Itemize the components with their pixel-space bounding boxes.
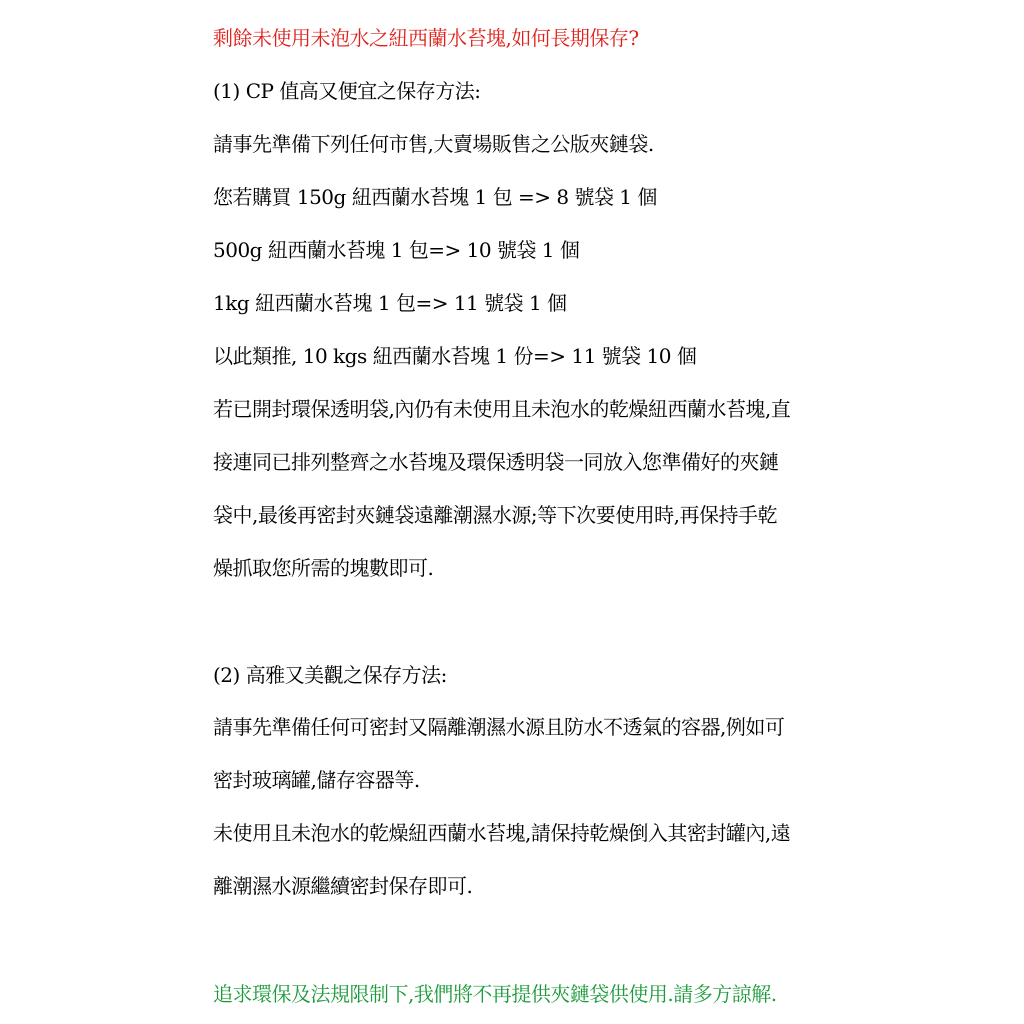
method1-line-6: 若已開封環保透明袋,內仍有未使用且未泡水的乾燥紐西蘭水苔塊,直 — [213, 397, 791, 421]
method1-heading: (1) CP 值高又便宜之保存方法: — [213, 79, 481, 103]
method1-line-4: 1kg 紐西蘭水苔塊 1 包=> 11 號袋 1 個 — [213, 291, 567, 315]
method1-line-3: 500g 紐西蘭水苔塊 1 包=> 10 號袋 1 個 — [213, 238, 580, 262]
method2-line-2: 密封玻璃罐,儲存容器等. — [213, 768, 420, 792]
method1-line-5: 以此類推, 10 kgs 紐西蘭水苔塊 1 份=> 11 號袋 10 個 — [213, 344, 697, 368]
method2-line-4: 離潮濕水源繼續密封保存即可. — [213, 874, 473, 898]
method1-line-1: 請事先準備下列任何市售,大賣場販售之公版夾鏈袋. — [213, 132, 654, 156]
method1-line-7: 接連同已排列整齊之水苔塊及環保透明袋一同放入您準備好的夾鏈 — [213, 450, 779, 474]
page-title: 剩餘未使用未泡水之紐西蘭水苔塊,如何長期保存? — [213, 26, 639, 50]
method2-heading: (2) 高雅又美觀之保存方法: — [213, 663, 447, 687]
method1-line-9: 燥抓取您所需的塊數即可. — [213, 556, 434, 580]
notice-text: 追求環保及法規限制下,我們將不再提供夾鏈袋供使用.請多方諒解. — [213, 982, 777, 1006]
method1-line-8: 袋中,最後再密封夾鏈袋遠離潮濕水源;等下次要使用時,再保持手乾 — [213, 503, 777, 527]
method2-line-1: 請事先準備任何可密封又隔離潮濕水源且防水不透氣的容器,例如可 — [213, 715, 785, 739]
method2-line-3: 未使用且未泡水的乾燥紐西蘭水苔塊,請保持乾燥倒入其密封罐內,遠 — [213, 821, 791, 845]
method1-line-2: 您若購買 150g 紐西蘭水苔塊 1 包 => 8 號袋 1 個 — [213, 185, 657, 209]
